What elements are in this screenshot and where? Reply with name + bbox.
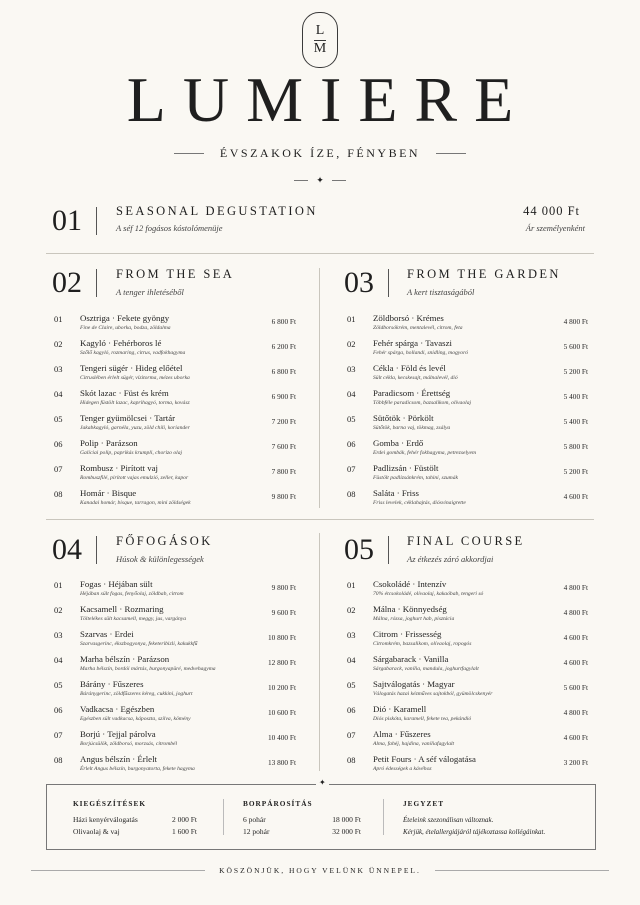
extras-row-label: Olivaolaj & vaj <box>73 827 120 836</box>
menu-item-description: Alma, fahéj, hajdina, vaníliafagylalt <box>373 741 455 747</box>
menu-item-description: Rombuszfilé, pirított vajas emulzió, zeller, kapor <box>80 475 189 481</box>
menu-item-body <box>80 463 272 482</box>
menu-item-price: 12 800 Ft <box>268 658 296 667</box>
menu-item-index: 08 <box>54 755 63 765</box>
menu-item-index: 06 <box>54 439 63 449</box>
menu-item <box>347 604 588 629</box>
menu-item-price: 9 800 Ft <box>271 583 296 592</box>
menu-item-name: Gomba · Erdő <box>373 438 424 448</box>
menu-item <box>347 654 588 679</box>
menu-item-name: Padlizsán · Füstölt <box>373 463 439 473</box>
menu-item-description: Sütőtök, barna vaj, tökmag, zsálya <box>373 425 451 431</box>
menu-item-price: 4 600 Ft <box>563 492 588 501</box>
menu-item-description: Galíciai polip, paprikás krumpli, chorizo olaj <box>80 450 183 456</box>
menu-item-body <box>373 604 564 623</box>
menu-item-name: Kacsamell · Rozmaring <box>80 604 164 614</box>
tagline-rule-left <box>174 153 204 154</box>
section-bar <box>388 269 389 297</box>
menu-item <box>54 654 296 679</box>
menu-item-body <box>373 388 564 407</box>
logo-letter-top: L <box>315 22 325 38</box>
menu-item-body <box>80 604 272 623</box>
menu-item-body <box>373 754 564 773</box>
section-number-degustation: 01 <box>52 204 82 237</box>
footer-row <box>0 866 640 875</box>
menu-item-name: Csokoládé · Intenzív <box>373 579 447 589</box>
menu-item-price: 6 200 Ft <box>271 342 296 351</box>
menu-item-name: Skót lazac · Füst és krém <box>80 388 169 398</box>
menu-item-price: 5 200 Ft <box>563 367 588 376</box>
menu-item-price: 5 600 Ft <box>563 342 588 351</box>
menu-item-body <box>373 704 564 723</box>
menu-item <box>54 438 296 463</box>
menu-item-name: Marha bélszín · Parázson <box>80 654 170 664</box>
menu-item-price: 9 600 Ft <box>271 608 296 617</box>
menu-item-index: 03 <box>347 364 356 374</box>
menu-item-name: Angus bélszín · Érlelt <box>80 754 157 764</box>
menu-item-index: 02 <box>54 339 63 349</box>
menu-item-index: 08 <box>347 755 356 765</box>
menu-item-description: Héjában sült fogas, fenyőolaj, zöldbab, citrom <box>80 591 184 597</box>
extras-row-price: 2 000 Ft <box>171 815 197 824</box>
box-separator <box>383 799 384 835</box>
menu-item <box>54 604 296 629</box>
menu-item <box>347 313 588 338</box>
menu-item-index: 03 <box>54 364 63 374</box>
menu-item-name: Zöldborsó · Krémes <box>373 313 444 323</box>
menu-item <box>54 629 296 654</box>
menu-item-body <box>373 463 564 482</box>
section-bar <box>96 536 97 564</box>
menu-item-body <box>80 704 268 723</box>
menu-item-index: 04 <box>347 389 356 399</box>
section-bar <box>96 207 97 235</box>
menu-item-description: 70% étcsokoládé, olívaolaj, kakaóbab, tengeri só <box>373 591 484 597</box>
menu-item-index: 03 <box>54 630 63 640</box>
menu-item-description: Fehér spárga, hollandi, snidling, mogyoró <box>373 350 469 356</box>
menu-item-description: Apró édességek a kávéhoz <box>373 766 432 772</box>
menu-item-name: Tengeri sügér · Hideg előétel <box>80 363 183 373</box>
menu-item-price: 5 400 Ft <box>563 392 588 401</box>
menu-item-name: Dió · Karamell <box>373 704 427 714</box>
menu-item-price: 7 200 Ft <box>271 417 296 426</box>
menu-item-description: Erdei gombák, fehér fokhagyma, petrezselyem <box>373 450 477 456</box>
menu-item-body <box>80 388 272 407</box>
menu-item-price: 6 800 Ft <box>271 317 296 326</box>
section-title-final: FINAL COURSE <box>407 534 525 548</box>
info-box <box>46 784 596 850</box>
menu-item-index: 07 <box>54 464 63 474</box>
menu-item-body <box>80 629 268 648</box>
menu-item-name: Vadkacsa · Egészben <box>80 704 155 714</box>
menu-item-description: Hidegen füstölt lazac, kaprihagyó, torma, kovász <box>80 400 190 406</box>
menu-item-name: Citrom · Frissesség <box>373 629 442 639</box>
wine-row-label: 6 pohár <box>243 815 266 824</box>
menu-item-price: 5 800 Ft <box>563 442 588 451</box>
wine-row-label: 12 pohár <box>243 827 270 836</box>
section-title-degustation: SEASONAL DEGUSTATION <box>116 204 318 218</box>
menu-item-index: 04 <box>54 655 63 665</box>
menu-item-description: Sárgabarack, vanília, mandula, joghurtfagylalt <box>373 666 479 672</box>
menu-item <box>54 388 296 413</box>
menu-item-index: 07 <box>347 464 356 474</box>
note-line: Ételeink szezonálisan változnak. <box>403 816 494 824</box>
wine-row-price: 32 000 Ft <box>332 827 361 836</box>
menu-item-index: 02 <box>54 605 63 615</box>
menu-item-body <box>373 313 564 332</box>
menu-item-description: Báránygerinc, zöldfűszeres kéreg, cukkini, joghurt <box>80 691 193 697</box>
menu-item-index: 07 <box>54 730 63 740</box>
menu-item-price: 3 200 Ft <box>563 758 588 767</box>
menu-item-index: 04 <box>54 389 63 399</box>
section-number-sea: 02 <box>52 266 82 299</box>
footer-text: KÖSZÖNJÜK, HOGY VELÜNK ÜNNEPEL. <box>219 866 421 875</box>
menu-item <box>54 729 296 754</box>
section-subtitle-garden: A kert tisztaságából <box>407 287 475 297</box>
menu-item-price: 4 600 Ft <box>563 658 588 667</box>
section-number-mains: 04 <box>52 533 82 566</box>
menu-item-description: Citromkrém, bazsalikom, olívaolaj, ropogós <box>373 641 472 647</box>
menu-item-description: Szarvasgerinc, ékszbogyonya, feketeribizli, kakukkfű <box>80 641 198 647</box>
menu-item-index: 04 <box>347 655 356 665</box>
menu-item-description: Friss levelek, céklahajtás, diósvinaigrette <box>373 500 466 506</box>
menu-item-description: Fine de Claire, uborka, bodza, zöldalma <box>80 325 171 331</box>
wine-panel <box>243 799 361 863</box>
menu-item <box>347 488 588 513</box>
menu-item-price: 4 600 Ft <box>563 733 588 742</box>
menu-item <box>347 363 588 388</box>
note-title: JEGYZET <box>403 799 445 808</box>
menu-item <box>54 579 296 604</box>
section-subtitle-mains: Húsok & különlegességek <box>116 554 204 564</box>
extras-row-label: Házi kenyérválogatás <box>73 815 138 824</box>
menu-item-body <box>373 413 564 432</box>
menu-item-price: 4 600 Ft <box>563 633 588 642</box>
menu-item-name: Sárgabarack · Vanilla <box>373 654 449 664</box>
menu-item-description: Szőlő kagyló, rozmaring, citrus, vadfokhagyma <box>80 350 186 356</box>
menu-item-name: Rombusz · Pirított vaj <box>80 463 158 473</box>
degustation-price-note: Ár személyenként <box>525 223 585 233</box>
section-bar <box>96 269 97 297</box>
menu-item-index: 07 <box>347 730 356 740</box>
menu-item <box>54 679 296 704</box>
menu-item-body <box>373 579 564 598</box>
column-divider <box>319 268 320 508</box>
menu-item-body <box>80 654 268 673</box>
menu-item-index: 01 <box>347 314 356 324</box>
menu-item-price: 10 200 Ft <box>268 683 296 692</box>
menu-item-body <box>80 754 268 773</box>
menu-item-body <box>373 729 564 748</box>
menu-item-index: 06 <box>54 705 63 715</box>
menu-item <box>347 579 588 604</box>
menu-item-name: Málna · Könnyedség <box>373 604 447 614</box>
menu-item-body <box>80 313 272 332</box>
menu-item-description: Egészben sült vadkacsa, káposzta, szilva, kömény <box>80 716 191 722</box>
menu-item-body <box>80 729 268 748</box>
divider <box>46 253 594 254</box>
logo <box>302 12 338 68</box>
menu-item-price: 9 800 Ft <box>271 492 296 501</box>
menu-item <box>347 463 588 488</box>
menu-item-body <box>80 363 272 382</box>
extras-row <box>73 826 197 838</box>
menu-item-name: Borjú · Tejjal párolva <box>80 729 156 739</box>
section-title-sea: FROM THE SEA <box>116 267 235 281</box>
menu-item-body <box>373 488 564 507</box>
section-bar <box>388 536 389 564</box>
note-line: Kérjük, ételallergiájáról tájékoztassa kollégáinkat. <box>403 828 546 836</box>
menu-item-index: 01 <box>54 580 63 590</box>
menu-item-description: Zöldborsókrém, mentalevél, citrom, feta <box>373 325 463 331</box>
menu-item-price: 13 800 Ft <box>268 758 296 767</box>
menu-item-body <box>80 338 272 357</box>
menu-item <box>54 338 296 363</box>
menu-item-index: 03 <box>347 630 356 640</box>
menu-item-name: Sütőtök · Pörkölt <box>373 413 434 423</box>
menu-item-description: Diós piskóta, karamell, fekete tea, pekándió <box>373 716 472 722</box>
menu-item-price: 5 400 Ft <box>563 417 588 426</box>
menu-item-body <box>373 679 564 698</box>
menu-item <box>54 363 296 388</box>
menu-item-name: Fehér spárga · Tavaszi <box>373 338 452 348</box>
menu-item <box>347 413 588 438</box>
menu-item-price: 6 800 Ft <box>271 367 296 376</box>
menu-item-index: 01 <box>347 580 356 590</box>
menu-item-body <box>373 438 564 457</box>
menu-item-index: 08 <box>347 489 356 499</box>
menu-item-name: Osztriga · Fekete gyöngy <box>80 313 170 323</box>
menu-item-name: Fogas · Héjában sült <box>80 579 153 589</box>
menu-item-name: Cékla · Föld és levél <box>373 363 446 373</box>
section-title-mains: FŐFOGÁSOK <box>116 534 213 548</box>
menu-item <box>347 704 588 729</box>
menu-item-price: 4 800 Ft <box>563 608 588 617</box>
menu-item-price: 10 400 Ft <box>268 733 296 742</box>
section-subtitle-degustation: A séf 12 fogásos kóstolómenüje <box>116 223 223 233</box>
menu-item-description: Citruslében érlelt sügér, vízitorma, mézes uborka <box>80 375 190 381</box>
menu-item-body <box>373 338 564 357</box>
tagline: ÉVSZAKOK ÍZE, FÉNYBEN <box>219 146 421 160</box>
menu-item-description: Jakabkagyló, garnéla, yuzu, zöld chili, koriander <box>80 425 190 431</box>
menu-item <box>54 704 296 729</box>
menu-item-price: 4 800 Ft <box>563 317 588 326</box>
menu-item-index: 01 <box>54 314 63 324</box>
menu-item <box>54 754 296 779</box>
menu-item <box>347 438 588 463</box>
menu-item-name: Homár · Bisque <box>80 488 137 498</box>
menu-item-body <box>80 679 268 698</box>
ornament-row <box>0 175 640 186</box>
menu-item <box>54 413 296 438</box>
menu-item-name: Szarvas · Erdei <box>80 629 134 639</box>
menu-item-name: Alma · Fűszeres <box>373 729 431 739</box>
menu-item-name: Polip · Parázson <box>80 438 138 448</box>
menu-item-name: Bárány · Fűszeres <box>80 679 144 689</box>
menu-item-description: Marha bélszín, bordói mártás, burgonyapüré, medvehagyma <box>80 666 216 672</box>
menu-item-price: 4 800 Ft <box>563 583 588 592</box>
menu-item <box>347 629 588 654</box>
menu-item-price: 6 900 Ft <box>271 392 296 401</box>
menu-item-index: 08 <box>54 489 63 499</box>
menu-item-index: 05 <box>347 680 356 690</box>
menu-item-description: Málna, rózsa, joghurt hab, pisztácia <box>373 616 455 622</box>
tagline-row <box>0 146 640 161</box>
section-number-garden: 03 <box>344 266 374 299</box>
footer-rule-right <box>435 870 609 871</box>
wine-title: BORPÁROSÍTÁS <box>243 799 313 808</box>
menu-item-description: Többféle paradicsom, bazsalikom, olívaolaj <box>373 400 472 406</box>
menu-list-sea <box>54 313 296 513</box>
wine-row-price: 18 000 Ft <box>332 815 361 824</box>
menu-item-body <box>373 654 564 673</box>
menu-list-garden <box>347 313 588 513</box>
menu-item-description: Válogatás hazai kézműves sajtokból, gyümölcskenyér <box>373 691 493 697</box>
menu-item-body <box>373 363 564 382</box>
menu-item-price: 7 600 Ft <box>271 442 296 451</box>
section-subtitle-final: Az étkezés záró akkordjai <box>407 554 494 564</box>
divider <box>46 519 594 520</box>
menu-item-price: 10 600 Ft <box>268 708 296 717</box>
section-subtitle-sea: A tenger ihletéséből <box>116 287 184 297</box>
menu-item-index: 02 <box>347 339 356 349</box>
menu-item-index: 06 <box>347 439 356 449</box>
menu-item-price: 7 800 Ft <box>271 467 296 476</box>
menu-item-price: 10 800 Ft <box>268 633 296 642</box>
menu-item <box>347 388 588 413</box>
menu-item-body <box>373 629 564 648</box>
note-panel <box>403 799 588 863</box>
menu-item-description: Borjúcsülök, zöldborsó, morzsás, citrombél <box>80 741 178 747</box>
menu-item <box>54 488 296 513</box>
menu-item-description: Füstölt padlizsánkrém, tahini, szumák <box>373 475 458 481</box>
brand-name: LUMIERE <box>126 64 531 135</box>
menu-item <box>54 313 296 338</box>
menu-item-name: Saláta · Friss <box>373 488 419 498</box>
menu-item-body <box>80 413 272 432</box>
menu-item-description: Érlelt Angus bélszín, burgonyatorta, fekete hagyma <box>80 766 195 772</box>
menu-item <box>347 729 588 754</box>
menu-item <box>347 338 588 363</box>
star-icon: ✦ <box>316 175 324 185</box>
menu-list-mains <box>54 579 296 779</box>
menu-item <box>347 679 588 704</box>
tagline-rule-right <box>436 153 466 154</box>
section-number-final: 05 <box>344 533 374 566</box>
ornament-rule-right <box>332 180 346 181</box>
logo-letter-bottom: M <box>313 40 327 56</box>
wine-row <box>243 814 361 826</box>
menu-item-body <box>80 579 272 598</box>
menu-item-name: Sajtválogatás · Magyar <box>373 679 455 689</box>
menu-item-index: 05 <box>54 680 63 690</box>
menu-item <box>54 463 296 488</box>
column-divider <box>319 533 320 771</box>
menu-item-description: Kanadai homár, bisque, tarragon, mini zöldségek <box>80 500 191 506</box>
menu-item-name: Petit Fours · A séf válogatása <box>373 754 476 764</box>
extras-row-price: 1 600 Ft <box>171 827 197 836</box>
section-title-garden: FROM THE GARDEN <box>407 267 561 281</box>
menu-item-index: 05 <box>54 414 63 424</box>
menu-list-final <box>347 579 588 779</box>
star-icon: ✦ <box>316 778 329 787</box>
menu-item-price: 5 600 Ft <box>563 683 588 692</box>
extras-title: KIEGÉSZÍTÉSEK <box>73 799 147 808</box>
extras-row <box>73 814 197 826</box>
menu-item-name: Paradicsom · Érettség <box>373 388 451 398</box>
wine-row <box>243 826 361 838</box>
degustation-price: 44 000 Ft <box>523 204 580 218</box>
menu-item-description: Töltelékes sült kacsamell, meggy, jus, vargánya <box>80 616 187 622</box>
menu-item <box>347 754 588 779</box>
box-separator <box>223 799 224 835</box>
menu-item-body <box>80 488 272 507</box>
menu-item-price: 5 200 Ft <box>563 467 588 476</box>
menu-item-body <box>80 438 272 457</box>
footer-rule-left <box>31 870 205 871</box>
menu-item-index: 06 <box>347 705 356 715</box>
extras-panel <box>73 799 197 863</box>
menu-item-name: Tenger gyümölcsei · Tartár <box>80 413 176 423</box>
menu-item-index: 05 <box>347 414 356 424</box>
ornament-rule-left <box>294 180 308 181</box>
menu-item-price: 4 800 Ft <box>563 708 588 717</box>
menu-item-name: Kagyló · Fehérboros lé <box>80 338 162 348</box>
menu-item-index: 02 <box>347 605 356 615</box>
menu-item-description: Sült cékla, kecskesajt, málnalevél, dió <box>373 375 458 381</box>
